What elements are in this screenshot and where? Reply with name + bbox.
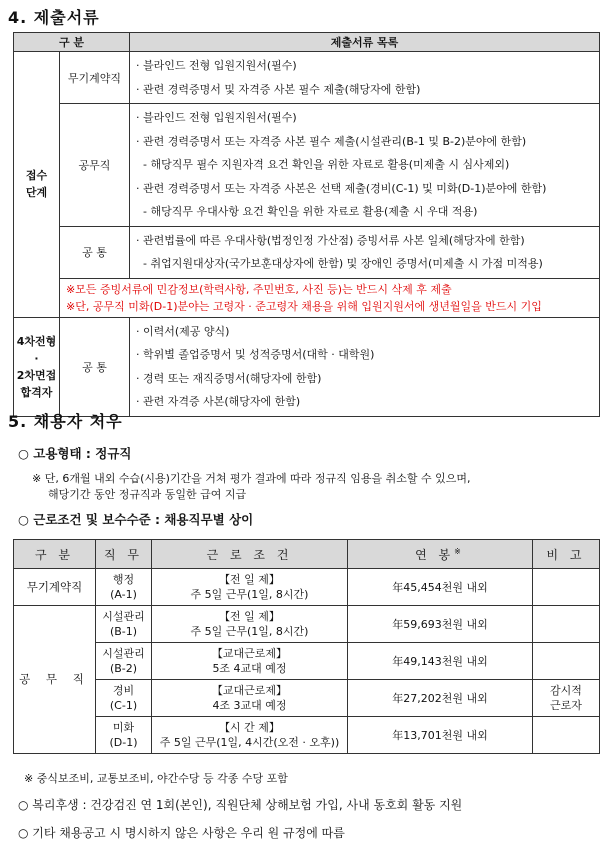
group-label: 공무직 xyxy=(60,104,130,227)
probation-note-2: 해당기간 동안 정규직과 동일한 급여 지급 xyxy=(48,488,247,501)
condition-cell: 【교대근로제】 4조 3교대 예정 xyxy=(152,680,348,717)
note-cell xyxy=(533,569,600,606)
condition-cell: 【교대근로제】 5조 4교대 예정 xyxy=(152,643,348,680)
section-5-title: 5. 채용자 처우 xyxy=(8,412,123,431)
stage-2-label: 4차전형 · 2차면접 합격자 xyxy=(14,317,60,416)
note-cell: 감시적 근로자 xyxy=(533,680,600,717)
section-4-title: 4. 제출서류 xyxy=(8,8,100,27)
salary-cell: 年13,701천원 내외 xyxy=(348,717,533,754)
group-label: 무기계약직 xyxy=(60,52,130,104)
employment-type: ○ 고용형태 : 정규직 xyxy=(18,446,132,461)
job-cell: 시설관리 (B-1) xyxy=(96,606,152,643)
job-cell: 미화 (D-1) xyxy=(96,717,152,754)
group-label: 공 통 xyxy=(60,226,130,278)
note-cell xyxy=(533,717,600,754)
conditions-header: ○ 근로조건 및 보수수준 : 채용직무별 상이 xyxy=(18,512,254,527)
allowance-note: ※ 중식보조비, 교통보조비, 야간수당 등 각종 수당 포함 xyxy=(24,772,288,785)
group-items: · 블라인드 전형 입원지원서(필수) · 관련 경력증명서 또는 자격증 사본 필수 제출(시설관리(B-1 및 B-2)분야에 한함) - 해당직무 필수 지원자격 요건 확인을 위한 자료로 활용(미제출 시 심사제외) · 관련 경력증명서 또는 자격증 사본은 선택 제출(경비(C-1) 및 미화(D-1)분야에 한함) - 해당직무 우대사항 요건 확인을 위한 자료로 활용(제출 시 우대 적용) xyxy=(130,104,600,227)
th-note: 비 고 xyxy=(533,540,600,569)
job-cell: 시설관리 (B-2) xyxy=(96,643,152,680)
salary-cell: 年59,693천원 내외 xyxy=(348,606,533,643)
other-line: ○ 기타 채용공고 시 명시하지 않은 사항은 우리 원 규정에 따름 xyxy=(18,826,345,840)
header-category: 구 분 xyxy=(14,33,130,52)
group-items: · 이력서(제공 양식) · 학위별 졸업증명서 및 성적증명서(대학 · 대학원) · 경력 또는 재직증명서(해당자에 한함) · 관련 자격증 사본(해당자에 한함) xyxy=(130,317,600,416)
note-cell xyxy=(533,606,600,643)
conditions-table xyxy=(13,539,600,754)
group-mugi: 무기계약직 xyxy=(14,569,96,606)
condition-cell: 【전 일 제】 주 5일 근무(1일, 8시간) xyxy=(152,606,348,643)
job-cell: 행정 (A-1) xyxy=(96,569,152,606)
th-category: 구 분 xyxy=(14,540,96,569)
stage-1-label: 접수 단계 xyxy=(14,52,60,318)
salary-cell: 年49,143천원 내외 xyxy=(348,643,533,680)
th-condition: 근 로 조 건 xyxy=(152,540,348,569)
th-salary: 연 봉※ xyxy=(348,540,533,569)
salary-cell: 年27,202천원 내외 xyxy=(348,680,533,717)
th-job: 직 무 xyxy=(96,540,152,569)
probation-note-1: ※ 단, 6개월 내외 수습(시용)기간을 거쳐 평가 결과에 따라 정규직 임용을 취소할 수 있으며, xyxy=(32,472,471,485)
header-docs: 제출서류 목록 xyxy=(130,33,600,52)
welfare-line: ○ 복리후생 : 건강검진 연 1회(본인), 직원단체 상해보험 가입, 사내 동호회 활동 지원 xyxy=(18,798,463,812)
condition-cell: 【시 간 제】 주 5일 근무(1일, 4시간(오전 · 오후)) xyxy=(152,717,348,754)
condition-cell: 【전 일 제】 주 5일 근무(1일, 8시간) xyxy=(152,569,348,606)
salary-cell: 年45,454천원 내외 xyxy=(348,569,533,606)
note-cell xyxy=(533,643,600,680)
job-cell: 경비 (C-1) xyxy=(96,680,152,717)
group-label: 공 통 xyxy=(60,317,130,416)
group-items: · 블라인드 전형 입원지원서(필수) · 관련 경력증명서 및 자격증 사본 필수 제출(해당자에 한함) xyxy=(130,52,600,104)
group-items: · 관련법률에 따른 우대사항(법정인정 가산점) 증빙서류 사본 일체(해당자에 한함) - 취업지원대상자(국가보훈대상자에 한함) 및 장애인 증명서(미제출 시 가점 미적용) xyxy=(130,226,600,278)
documents-table xyxy=(13,32,600,417)
red-notes: ※모든 증빙서류에 민감정보(학력사항, 주민번호, 사진 등)는 반드시 삭제 후 제출 ※단, 공무직 미화(D-1)분야는 고령자 · 준고령자 채용을 위해 입원지원서에 생년월일을 반드시 기입 xyxy=(60,278,600,317)
group-gongmu: 공 무 직 xyxy=(14,606,96,754)
